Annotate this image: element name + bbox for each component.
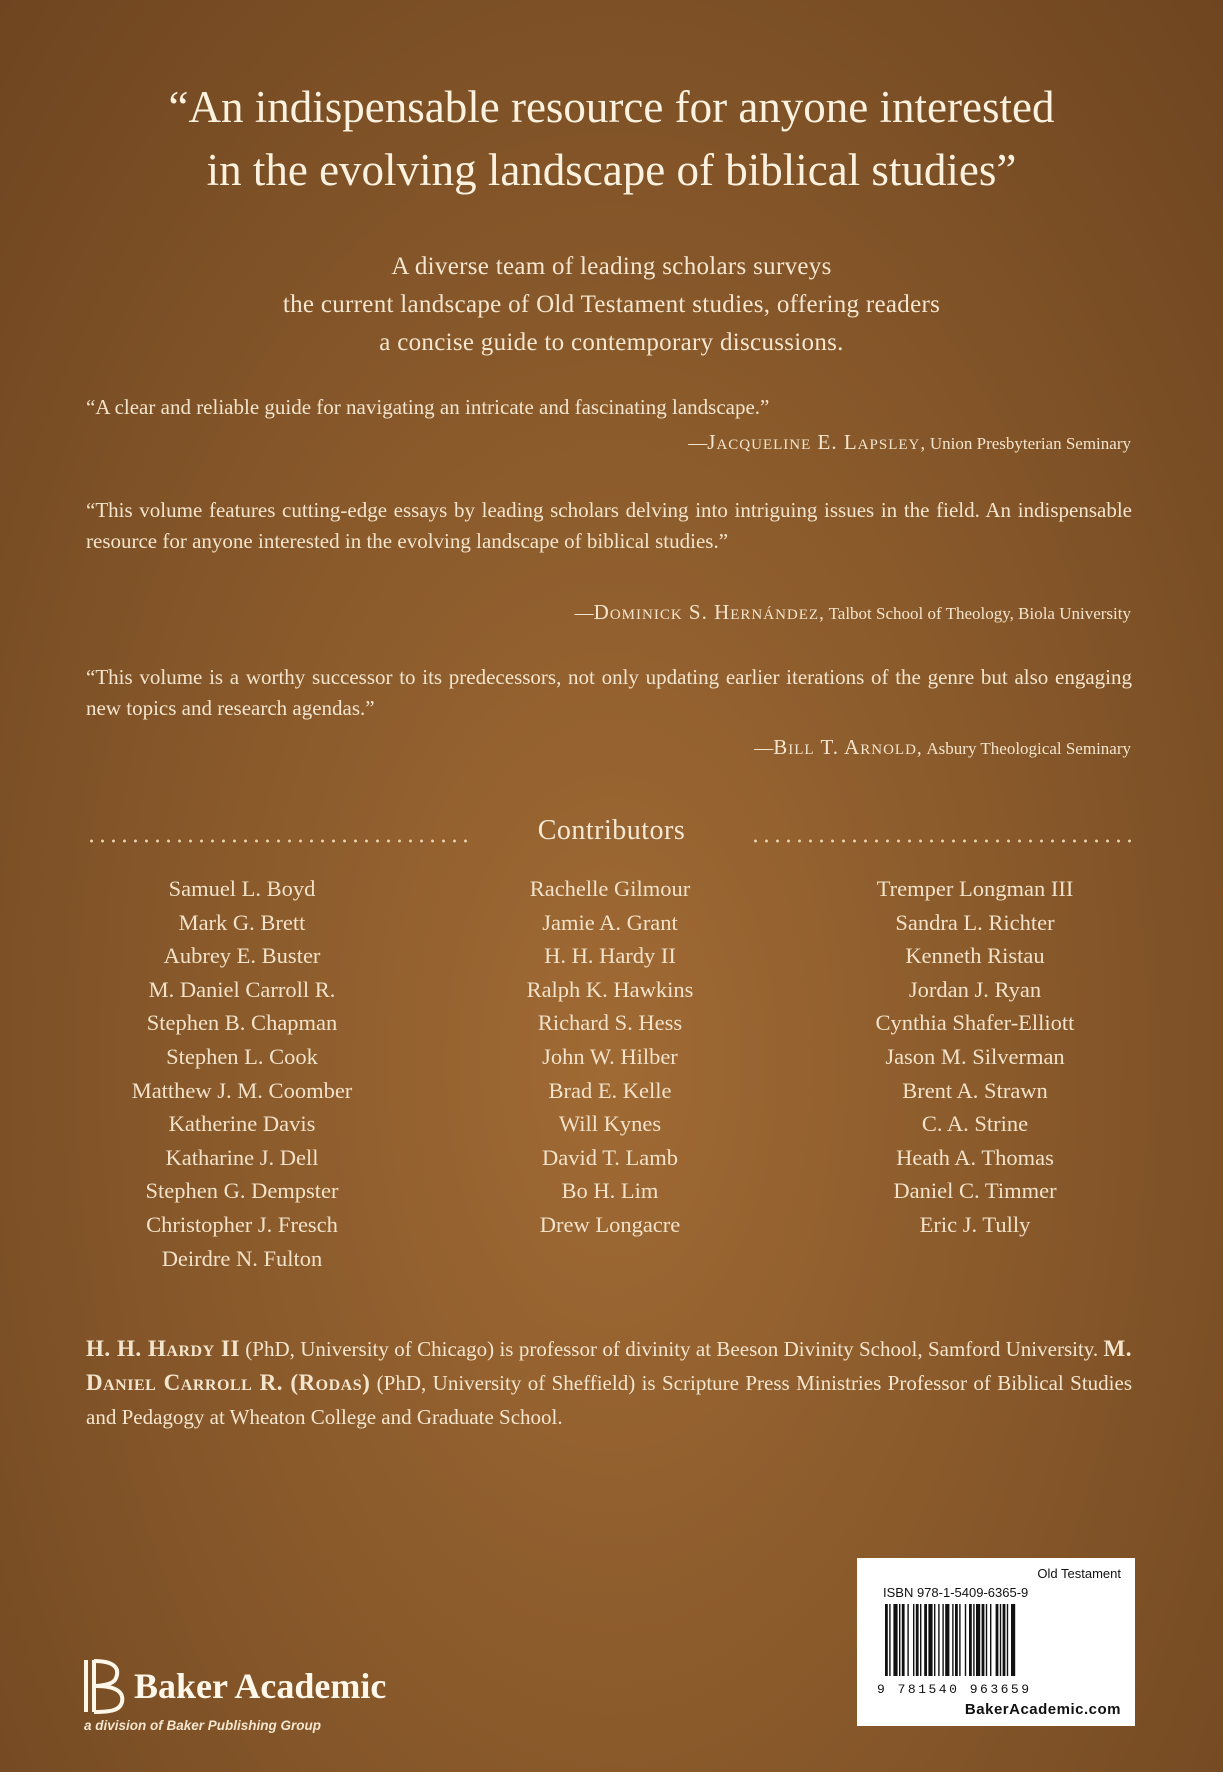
contributor-name: Rachelle Gilmour <box>529 876 691 901</box>
contributor-name: Drew Longacre <box>539 1211 681 1237</box>
endorsement-3-text: “This volume is a worthy successor to its predecessors, not only updating earlier iterations of the genre but also engaging new topics and research agendas.” <box>86 665 1132 720</box>
contributor-name: Jordan J. Ryan <box>908 976 1042 1002</box>
bio-text-2: (PhD, University of Sheffield) is Scripture Press Ministries Professor of Biblical Studies and Pedagogy at Wheaton College and Graduate School. <box>86 1371 1132 1429</box>
contributor-name: Sandra L. Richter <box>895 909 1055 935</box>
contributor-name: David T. Lamb <box>541 1144 678 1170</box>
contributors-column-3 <box>795 872 1155 1242</box>
endorsement-1-name: Jacqueline E. Lapsley <box>707 430 921 454</box>
endorsement-3-affiliation: Asbury Theological Seminary <box>926 739 1131 758</box>
contributor-name: Brad E. Kelle <box>548 1077 672 1103</box>
contributor-name: Stephen G. Dempster <box>145 1178 339 1204</box>
endorsement-1-affiliation: Union Presbyterian Seminary <box>929 434 1131 453</box>
headline-line-1: “An indispensable resource for anyone interested <box>168 82 1055 132</box>
contributor-name: Cynthia Shafer-Elliott <box>875 1010 1075 1036</box>
contributor-name: Eric J. Tully <box>919 1211 1031 1237</box>
editors-bio <box>86 1332 1132 1434</box>
contributor-name: Will Kynes <box>558 1111 662 1137</box>
dotted-rule-right <box>750 838 1136 844</box>
endorsement-1-attribution: —Jacqueline E. Lapsley, Union Presbyterian Seminary <box>688 430 1131 454</box>
contributor-name: Katherine Davis <box>168 1111 316 1137</box>
barcode-bars-icon <box>883 1604 1111 1682</box>
contributor-name: C. A. Strine <box>921 1111 1029 1137</box>
intro-line-2: the current landscape of Old Testament studies, offering readers <box>282 291 941 318</box>
headline-quote <box>0 76 1223 202</box>
barcode-isbn: ISBN 978-1-5409-6365-9 <box>883 1585 1029 1600</box>
contributor-name: Aubrey E. Buster <box>163 943 321 969</box>
publisher-name: Baker Academic <box>134 1666 387 1706</box>
barcode-category: Old Testament <box>1037 1566 1121 1581</box>
publisher-tagline: a division of Baker Publishing Group <box>84 1718 322 1733</box>
contributor-name: Mark G. Brett <box>178 909 306 935</box>
barcode-box <box>857 1558 1135 1726</box>
contributor-name: Katharine J. Dell <box>165 1144 319 1170</box>
endorsement-3-name: Bill T. Arnold <box>773 735 917 759</box>
bio-name-1: H. H. Hardy II <box>86 1336 240 1361</box>
endorsement-2-text: “This volume features cutting-edge essays by leading scholars delving into intriguing issues in the field. An indispensable resource for anyone interested in the evolving landscape of biblical studies.” <box>86 498 1132 553</box>
endorsement-3-attribution: —Bill T. Arnold, Asbury Theological Seminary <box>754 735 1131 759</box>
contributor-name: John W. Hilber <box>542 1043 678 1069</box>
contributors-column-1 <box>62 872 422 1275</box>
headline-line-2: in the evolving landscape of biblical studies” <box>206 145 1017 195</box>
publisher-logo <box>82 1658 387 1733</box>
contributor-name: Brent A. Strawn <box>902 1077 1048 1103</box>
intro-text <box>0 248 1223 362</box>
intro-line-1: A diverse team of leading scholars surveys <box>391 253 832 280</box>
contributor-name: Christopher J. Fresch <box>146 1211 338 1237</box>
contributor-name: Tremper Longman III <box>876 876 1074 901</box>
contributors-column-2 <box>430 872 790 1242</box>
contributors-title: Contributors <box>537 815 686 846</box>
contributor-name: Deirdre N. Fulton <box>161 1245 323 1271</box>
contributor-name: Kenneth Ristau <box>905 943 1045 969</box>
contributor-name: Richard S. Hess <box>537 1010 683 1036</box>
endorsement-2-name: Dominick S. Hernández <box>593 600 820 624</box>
contributor-name: Matthew J. M. Coomber <box>131 1077 353 1103</box>
endorsement-2-affiliation: Talbot School of Theology, Biola University <box>828 604 1131 623</box>
contributor-name: Jamie A. Grant <box>542 909 678 935</box>
contributor-name: Jason M. Silverman <box>885 1043 1065 1069</box>
baker-b-icon <box>82 1658 126 1714</box>
contributor-name: Samuel L. Boyd <box>168 876 316 901</box>
endorsement-1-text: “A clear and reliable guide for navigating an intricate and fascinating landscape.” <box>86 395 770 419</box>
contributor-name: Stephen B. Chapman <box>146 1010 338 1036</box>
barcode-url: BakerAcademic.com <box>964 1701 1121 1718</box>
contributor-name: Daniel C. Timmer <box>893 1178 1057 1204</box>
bio-text-1: (PhD, University of Chicago) is professor of divinity at Beeson Divinity School, Samford University. <box>239 1337 1104 1361</box>
contributor-name: Bo H. Lim <box>561 1178 659 1204</box>
endorsement-2-attribution: —Dominick S. Hernández, Talbot School of Theology, Biola University <box>574 600 1131 624</box>
contributor-name: Heath A. Thomas <box>896 1144 1054 1170</box>
barcode-digits: 9 781540 963659 <box>877 1682 1032 1697</box>
contributor-name: M. Daniel Carroll R. <box>148 976 336 1002</box>
contributor-name: Ralph K. Hawkins <box>526 976 694 1002</box>
bio-name-2: M. Daniel Carroll R. (Rodas) <box>86 1336 1133 1395</box>
intro-line-3: a concise guide to contemporary discussions. <box>379 329 844 356</box>
contributor-name: H. H. Hardy II <box>544 943 676 969</box>
contributor-name: Stephen L. Cook <box>166 1043 318 1069</box>
